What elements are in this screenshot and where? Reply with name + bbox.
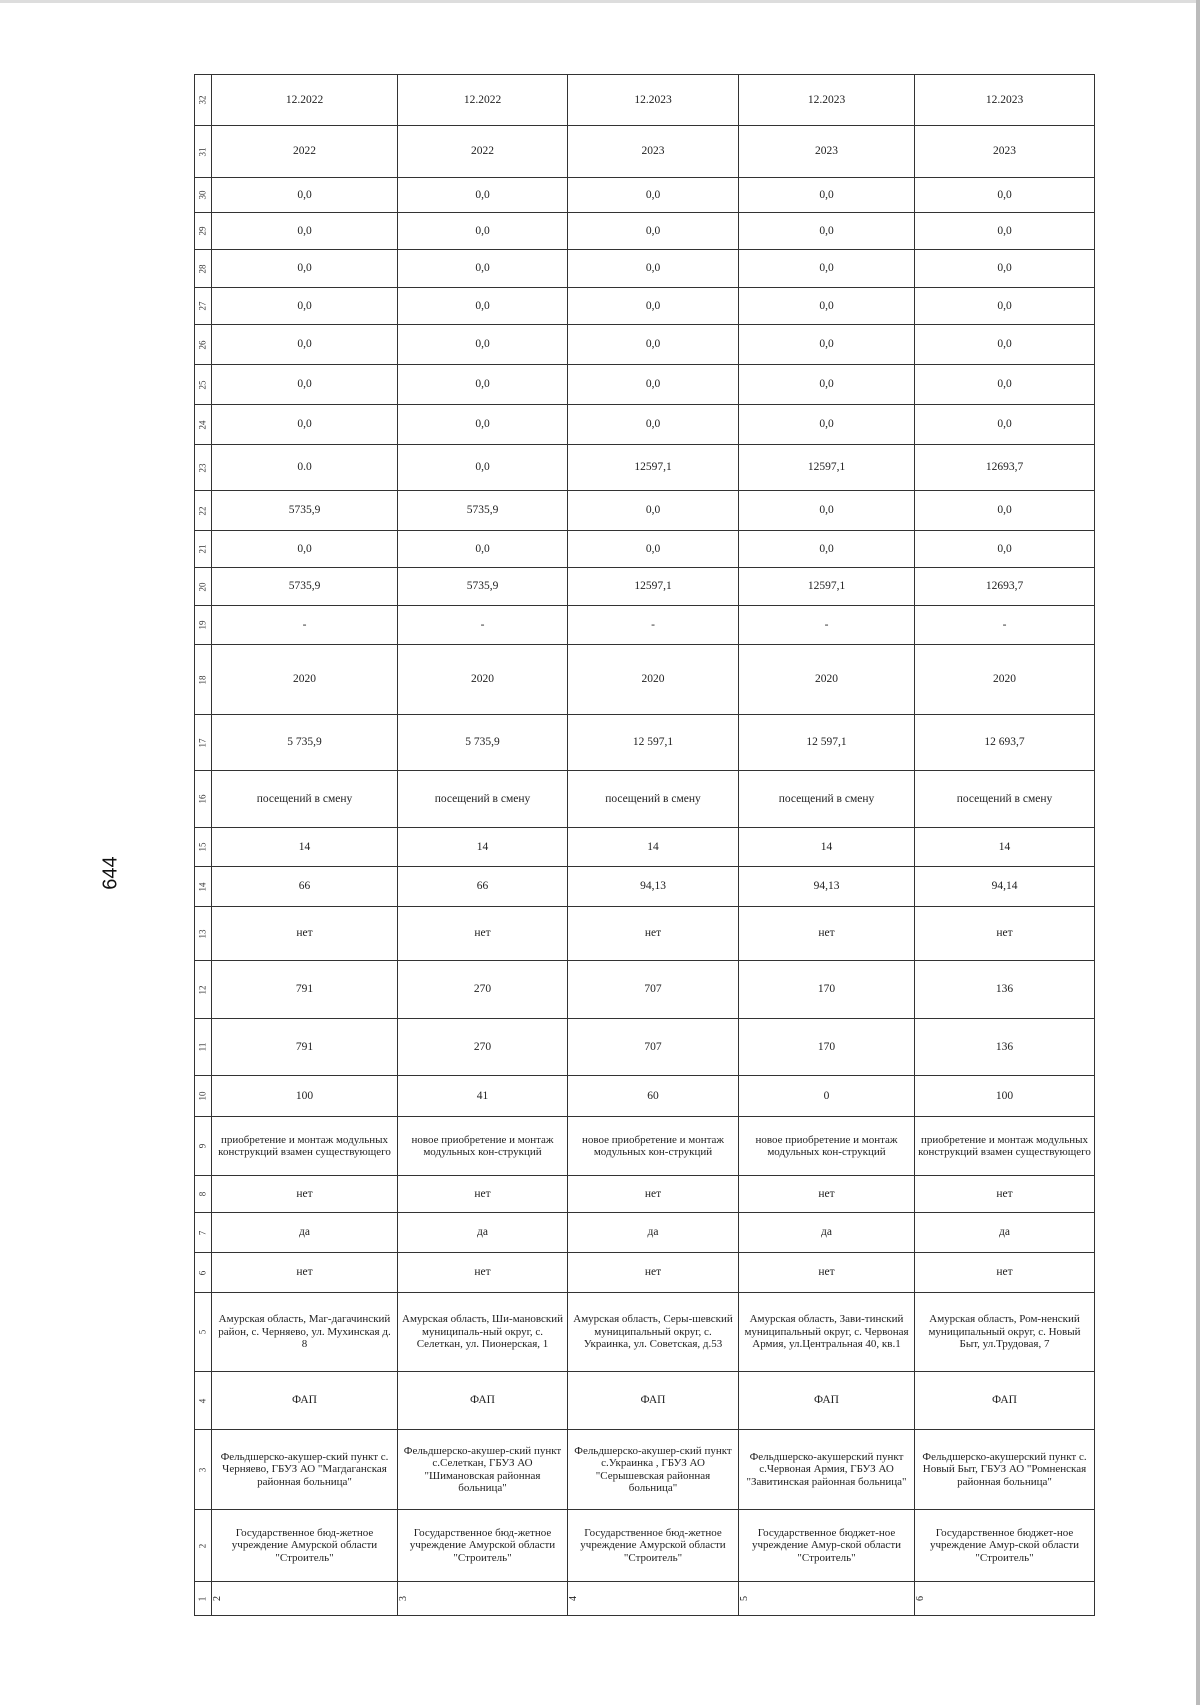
table-cell: 0,0 (568, 405, 739, 445)
row-number (195, 1117, 212, 1176)
table-cell: 170 (739, 1019, 915, 1076)
table-cell: 12693,7 (915, 568, 1095, 606)
table-cell: 2020 (915, 645, 1095, 715)
table-cell: 14 (568, 828, 739, 867)
table-cell: 12597,1 (739, 445, 915, 491)
table-cell: 0,0 (568, 491, 739, 531)
table-row (195, 445, 1095, 491)
row-number (195, 1176, 212, 1213)
table-cell: 12 693,7 (915, 715, 1095, 771)
table-cell: Амурская область, Ши-мановский муниципаль-ный округ, с. Селеткан, ул. Пионерская, 1 (398, 1293, 568, 1372)
row-number (195, 1293, 212, 1372)
row-number-text: 16 (197, 794, 208, 804)
row-number-text: 27 (197, 301, 208, 311)
row-number (195, 771, 212, 828)
table-row (195, 288, 1095, 325)
row-number-text: 1 (197, 1596, 209, 1601)
table-cell: нет (739, 1253, 915, 1293)
row-number-text: 18 (197, 675, 208, 684)
row-number (195, 1076, 212, 1117)
table-row (195, 213, 1095, 250)
table-cell: нет (398, 907, 568, 961)
table-row (195, 606, 1095, 645)
table-cell: 0.0 (212, 445, 398, 491)
table-cell: посещений в смену (739, 771, 915, 828)
table-cell: 2020 (739, 645, 915, 715)
page-number (96, 848, 126, 898)
row-number-text: 10 (197, 1091, 208, 1101)
row-number (195, 1253, 212, 1293)
table-cell: да (915, 1213, 1095, 1253)
table-cell: 94,13 (568, 867, 739, 907)
table-cell: 0,0 (398, 178, 568, 213)
table-cell: 791 (212, 961, 398, 1019)
table-cell: 0,0 (398, 213, 568, 250)
row-number (195, 606, 212, 645)
table-cell: 0,0 (568, 325, 739, 365)
table-cell: нет (739, 907, 915, 961)
row-number-text: 9 (197, 1143, 208, 1149)
row-number-text: 31 (197, 147, 208, 156)
table-cell: 791 (212, 1019, 398, 1076)
table-cell: 0,0 (398, 288, 568, 325)
column-numbers-row (195, 1582, 1095, 1616)
table-cell: 12.2022 (212, 75, 398, 126)
table-cell: 0,0 (212, 325, 398, 365)
table-cell: 14 (739, 828, 915, 867)
table-cell: 0,0 (915, 365, 1095, 405)
table-row (195, 828, 1095, 867)
table-cell: 12.2023 (568, 75, 739, 126)
row-number-text: 5 (197, 1329, 208, 1335)
table-cell: 0,0 (212, 365, 398, 405)
table-cell: 0,0 (739, 325, 915, 365)
table-cell: 707 (568, 961, 739, 1019)
table-cell: 0,0 (398, 531, 568, 568)
table-cell: 0,0 (568, 213, 739, 250)
row-number (195, 645, 212, 715)
data-table (194, 74, 1095, 1616)
row-number (195, 1510, 212, 1582)
table-row (195, 1213, 1095, 1253)
table-row (195, 405, 1095, 445)
row-number-text: 32 (197, 95, 208, 105)
table-cell: нет (739, 1176, 915, 1213)
table-cell: 12 597,1 (739, 715, 915, 771)
table-cell: 0,0 (568, 365, 739, 405)
column-number-cell (915, 1582, 1095, 1616)
table-cell: Государственное бюд-жетное учреждение Амурской области "Строитель" (212, 1510, 398, 1582)
table-cell: новое приобретение и монтаж модульных кон-струкций (568, 1117, 739, 1176)
table-cell: 270 (398, 961, 568, 1019)
table-cell: Фельдшерско-акушерский пункт с.Червоная Армия, ГБУЗ АО "Завитинская районная больница" (739, 1430, 915, 1510)
table-cell: 2023 (739, 126, 915, 178)
row-number (195, 288, 212, 325)
table-cell: 12597,1 (568, 445, 739, 491)
column-number-cell (568, 1582, 739, 1616)
table-cell: 66 (212, 867, 398, 907)
table-cell: 2022 (212, 126, 398, 178)
row-number-text: 13 (197, 929, 208, 938)
table-cell: посещений в смену (212, 771, 398, 828)
table-cell: 170 (739, 961, 915, 1019)
row-number (195, 715, 212, 771)
table-cell: нет (568, 1176, 739, 1213)
table-cell: Фельдшерско-акушер-ский пункт с.Украинка , ГБУЗ АО "Серышевская районная больница" (568, 1430, 739, 1510)
row-number (195, 325, 212, 365)
table-cell: 0,0 (212, 213, 398, 250)
table-cell: Фельдшерско-акушерский пункт с. Новый Быт, ГБУЗ АО "Ромненская районная больница" (915, 1430, 1095, 1510)
table-cell: приобретение и монтаж модульных конструкций взамен существующего (212, 1117, 398, 1176)
column-number: 2 (212, 1596, 223, 1601)
table-cell: 0,0 (739, 213, 915, 250)
table-cell: нет (212, 1253, 398, 1293)
row-number (195, 250, 212, 288)
table-cell: 0,0 (915, 288, 1095, 325)
row-number (195, 828, 212, 867)
row-number (195, 126, 212, 178)
table-row (195, 1253, 1095, 1293)
table-cell: 94,13 (739, 867, 915, 907)
table-cell: посещений в смену (398, 771, 568, 828)
table-row (195, 867, 1095, 907)
table-row (195, 1510, 1095, 1582)
table-cell: 0,0 (739, 178, 915, 213)
row-number (195, 961, 212, 1019)
table-cell: нет (212, 1176, 398, 1213)
table-cell: Государственное бюджет-ное учреждение Амур-ской области "Строитель" (915, 1510, 1095, 1582)
table-row (195, 1430, 1095, 1510)
table-row (195, 907, 1095, 961)
table-cell: 0,0 (398, 325, 568, 365)
column-number-cell (212, 1582, 398, 1616)
row-number-text: 30 (197, 190, 208, 200)
table-cell: 0,0 (568, 531, 739, 568)
column-number: 3 (398, 1596, 409, 1601)
table-cell: 5735,9 (212, 568, 398, 606)
row-number-text: 12 (197, 985, 208, 994)
table-cell: 0,0 (739, 250, 915, 288)
table-cell: 0,0 (212, 405, 398, 445)
row-number-text: 7 (197, 1230, 208, 1235)
table-row (195, 961, 1095, 1019)
table-row (195, 1117, 1095, 1176)
table-cell: нет (915, 1253, 1095, 1293)
table-cell: 0,0 (739, 288, 915, 325)
row-number-text: 8 (197, 1191, 208, 1197)
scan-right-edge (1196, 0, 1200, 1705)
row-number-text: 17 (197, 738, 208, 747)
row-number (195, 75, 212, 126)
table-cell: 0,0 (398, 250, 568, 288)
table-cell: - (212, 606, 398, 645)
table-cell: Амурская область, Ром-ненский муниципальный округ, с. Новый Быт, ул.Трудовая, 7 (915, 1293, 1095, 1372)
table-cell: да (568, 1213, 739, 1253)
table-cell: 2020 (212, 645, 398, 715)
table-cell: 136 (915, 961, 1095, 1019)
table-cell: посещений в смену (568, 771, 739, 828)
table-cell: 0,0 (212, 288, 398, 325)
table-cell: Государственное бюджет-ное учреждение Амур-ской области "Строитель" (739, 1510, 915, 1582)
table-cell: Фельдшерско-акушер-ский пункт с.Селеткан, ГБУЗ АО "Шимановская районная больница" (398, 1430, 568, 1510)
table-cell: 5 735,9 (212, 715, 398, 771)
row-number (195, 1372, 212, 1430)
table-cell: Фельдшерско-акушер-ский пункт с. Черняево, ГБУЗ АО "Магдаганская районная больница" (212, 1430, 398, 1510)
row-number (195, 568, 212, 606)
table-cell: 0,0 (739, 491, 915, 531)
table-cell: - (568, 606, 739, 645)
table-cell: 0,0 (915, 325, 1095, 365)
table-cell: 0,0 (212, 531, 398, 568)
table-cell: 0,0 (915, 213, 1095, 250)
row-number-text: 15 (197, 842, 208, 852)
table-cell: Амурская область, Серы-шевский муниципальный округ, с. Украинка, ул. Советская, д.53 (568, 1293, 739, 1372)
table-cell: 0,0 (915, 531, 1095, 568)
row-number (195, 1019, 212, 1076)
table-cell: Амурская область, Зави-тинский муниципальный округ, с. Червоная Армия, ул.Центральная 40, кв.1 (739, 1293, 915, 1372)
table-cell: 0,0 (398, 445, 568, 491)
row-number (195, 867, 212, 907)
table-cell: новое приобретение и монтаж модульных кон-струкций (398, 1117, 568, 1176)
table-row (195, 75, 1095, 126)
table-cell: 0 (739, 1076, 915, 1117)
table-cell: нет (915, 1176, 1095, 1213)
table-cell: - (739, 606, 915, 645)
row-number-text: 2 (197, 1543, 208, 1548)
table-cell: 5 735,9 (398, 715, 568, 771)
table-cell: 12 597,1 (568, 715, 739, 771)
table-row (195, 568, 1095, 606)
table-cell: 12693,7 (915, 445, 1095, 491)
table-cell: 0,0 (568, 288, 739, 325)
table-row (195, 250, 1095, 288)
row-number-text: 14 (197, 882, 208, 891)
row-number-text: 25 (197, 380, 208, 389)
table-row (195, 178, 1095, 213)
table-cell: Амурская область, Маг-дагачинский район, с. Черняево, ул. Мухинская д. 8 (212, 1293, 398, 1372)
table-cell: 12597,1 (739, 568, 915, 606)
table-cell: 0,0 (212, 250, 398, 288)
table-cell: нет (398, 1176, 568, 1213)
table-cell: 2022 (398, 126, 568, 178)
table-cell: ФАП (398, 1372, 568, 1430)
table-cell: 14 (915, 828, 1095, 867)
column-number: 4 (568, 1596, 579, 1601)
table-cell: нет (212, 907, 398, 961)
row-number-text: 11 (197, 1042, 208, 1052)
table-row (195, 531, 1095, 568)
table-cell: 2020 (568, 645, 739, 715)
scan-top-edge (0, 0, 1200, 3)
table-row (195, 126, 1095, 178)
table-cell: ФАП (212, 1372, 398, 1430)
table-row (195, 1293, 1095, 1372)
row-number (195, 405, 212, 445)
row-number (195, 1582, 212, 1616)
row-number-text: 3 (197, 1467, 208, 1472)
table-cell: 41 (398, 1076, 568, 1117)
table-cell: 14 (398, 828, 568, 867)
table-cell: приобретение и монтаж модульных конструкций взамен существующего (915, 1117, 1095, 1176)
table-cell: 100 (915, 1076, 1095, 1117)
table-cell: 12.2023 (915, 75, 1095, 126)
table-cell: нет (398, 1253, 568, 1293)
row-number-text: 21 (197, 544, 208, 554)
table-cell: 0,0 (568, 178, 739, 213)
table-cell: 2023 (568, 126, 739, 178)
table-cell: 0,0 (398, 405, 568, 445)
table-cell: да (398, 1213, 568, 1253)
table-cell: 0,0 (739, 365, 915, 405)
table-cell: ФАП (915, 1372, 1095, 1430)
table-row (195, 325, 1095, 365)
table-row (195, 365, 1095, 405)
table-cell: 0,0 (398, 365, 568, 405)
table-cell: нет (915, 907, 1095, 961)
table-cell: 2023 (915, 126, 1095, 178)
row-number (195, 178, 212, 213)
row-number (195, 907, 212, 961)
table-cell: новое приобретение и монтаж модульных кон-струкций (739, 1117, 915, 1176)
table-row (195, 491, 1095, 531)
row-number (195, 1430, 212, 1510)
table-cell: ФАП (568, 1372, 739, 1430)
table-cell: 0,0 (915, 178, 1095, 213)
row-number-text: 29 (197, 226, 208, 236)
table-cell: 0,0 (739, 405, 915, 445)
column-number: 6 (915, 1596, 926, 1601)
row-number-text: 23 (197, 463, 208, 472)
table-cell: 707 (568, 1019, 739, 1076)
row-number (195, 531, 212, 568)
table-cell: Государственное бюд-жетное учреждение Амурской области "Строитель" (398, 1510, 568, 1582)
table-cell: 270 (398, 1019, 568, 1076)
table-cell: 0,0 (568, 250, 739, 288)
table-row (195, 1372, 1095, 1430)
table-cell: 12.2023 (739, 75, 915, 126)
table-row (195, 715, 1095, 771)
column-number: 5 (739, 1596, 750, 1601)
table-cell: 0,0 (739, 531, 915, 568)
column-number-cell (739, 1582, 915, 1616)
row-number-text: 19 (197, 620, 208, 630)
table-row (195, 771, 1095, 828)
column-number-cell (398, 1582, 568, 1616)
table-cell: 2020 (398, 645, 568, 715)
row-number (195, 213, 212, 250)
table-cell: 5735,9 (212, 491, 398, 531)
table-cell: 60 (568, 1076, 739, 1117)
table-cell: Государственное бюд-жетное учреждение Амурской области "Строитель" (568, 1510, 739, 1582)
row-number (195, 491, 212, 531)
row-number-text: 28 (197, 264, 208, 273)
table-cell: 0,0 (915, 491, 1095, 531)
table-cell: - (915, 606, 1095, 645)
page-number-text: 644 (99, 856, 122, 890)
table-row (195, 1019, 1095, 1076)
row-number (195, 445, 212, 491)
row-number-text: 4 (197, 1398, 208, 1403)
table-cell: 14 (212, 828, 398, 867)
table-cell: 0,0 (915, 405, 1095, 445)
table-cell: 12.2022 (398, 75, 568, 126)
row-number-text: 24 (197, 420, 208, 429)
table-row (195, 1176, 1095, 1213)
table-cell: 136 (915, 1019, 1095, 1076)
table-cell: 12597,1 (568, 568, 739, 606)
row-number-text: 22 (197, 506, 208, 515)
table-cell: 66 (398, 867, 568, 907)
table-row (195, 645, 1095, 715)
row-number (195, 1213, 212, 1253)
row-number-text: 20 (197, 582, 208, 591)
table-cell: да (212, 1213, 398, 1253)
table-cell: 5735,9 (398, 491, 568, 531)
table-cell: - (398, 606, 568, 645)
table-cell: 100 (212, 1076, 398, 1117)
table-cell: 0,0 (212, 178, 398, 213)
row-number-text: 6 (197, 1270, 208, 1275)
row-number (195, 365, 212, 405)
table-cell: ФАП (739, 1372, 915, 1430)
table-cell: нет (568, 907, 739, 961)
table-cell: 5735,9 (398, 568, 568, 606)
row-number-text: 26 (197, 340, 208, 349)
table-cell: посещений в смену (915, 771, 1095, 828)
table-cell: нет (568, 1253, 739, 1293)
table-row (195, 1076, 1095, 1117)
table-cell: да (739, 1213, 915, 1253)
table-cell: 94,14 (915, 867, 1095, 907)
table-cell: 0,0 (915, 250, 1095, 288)
